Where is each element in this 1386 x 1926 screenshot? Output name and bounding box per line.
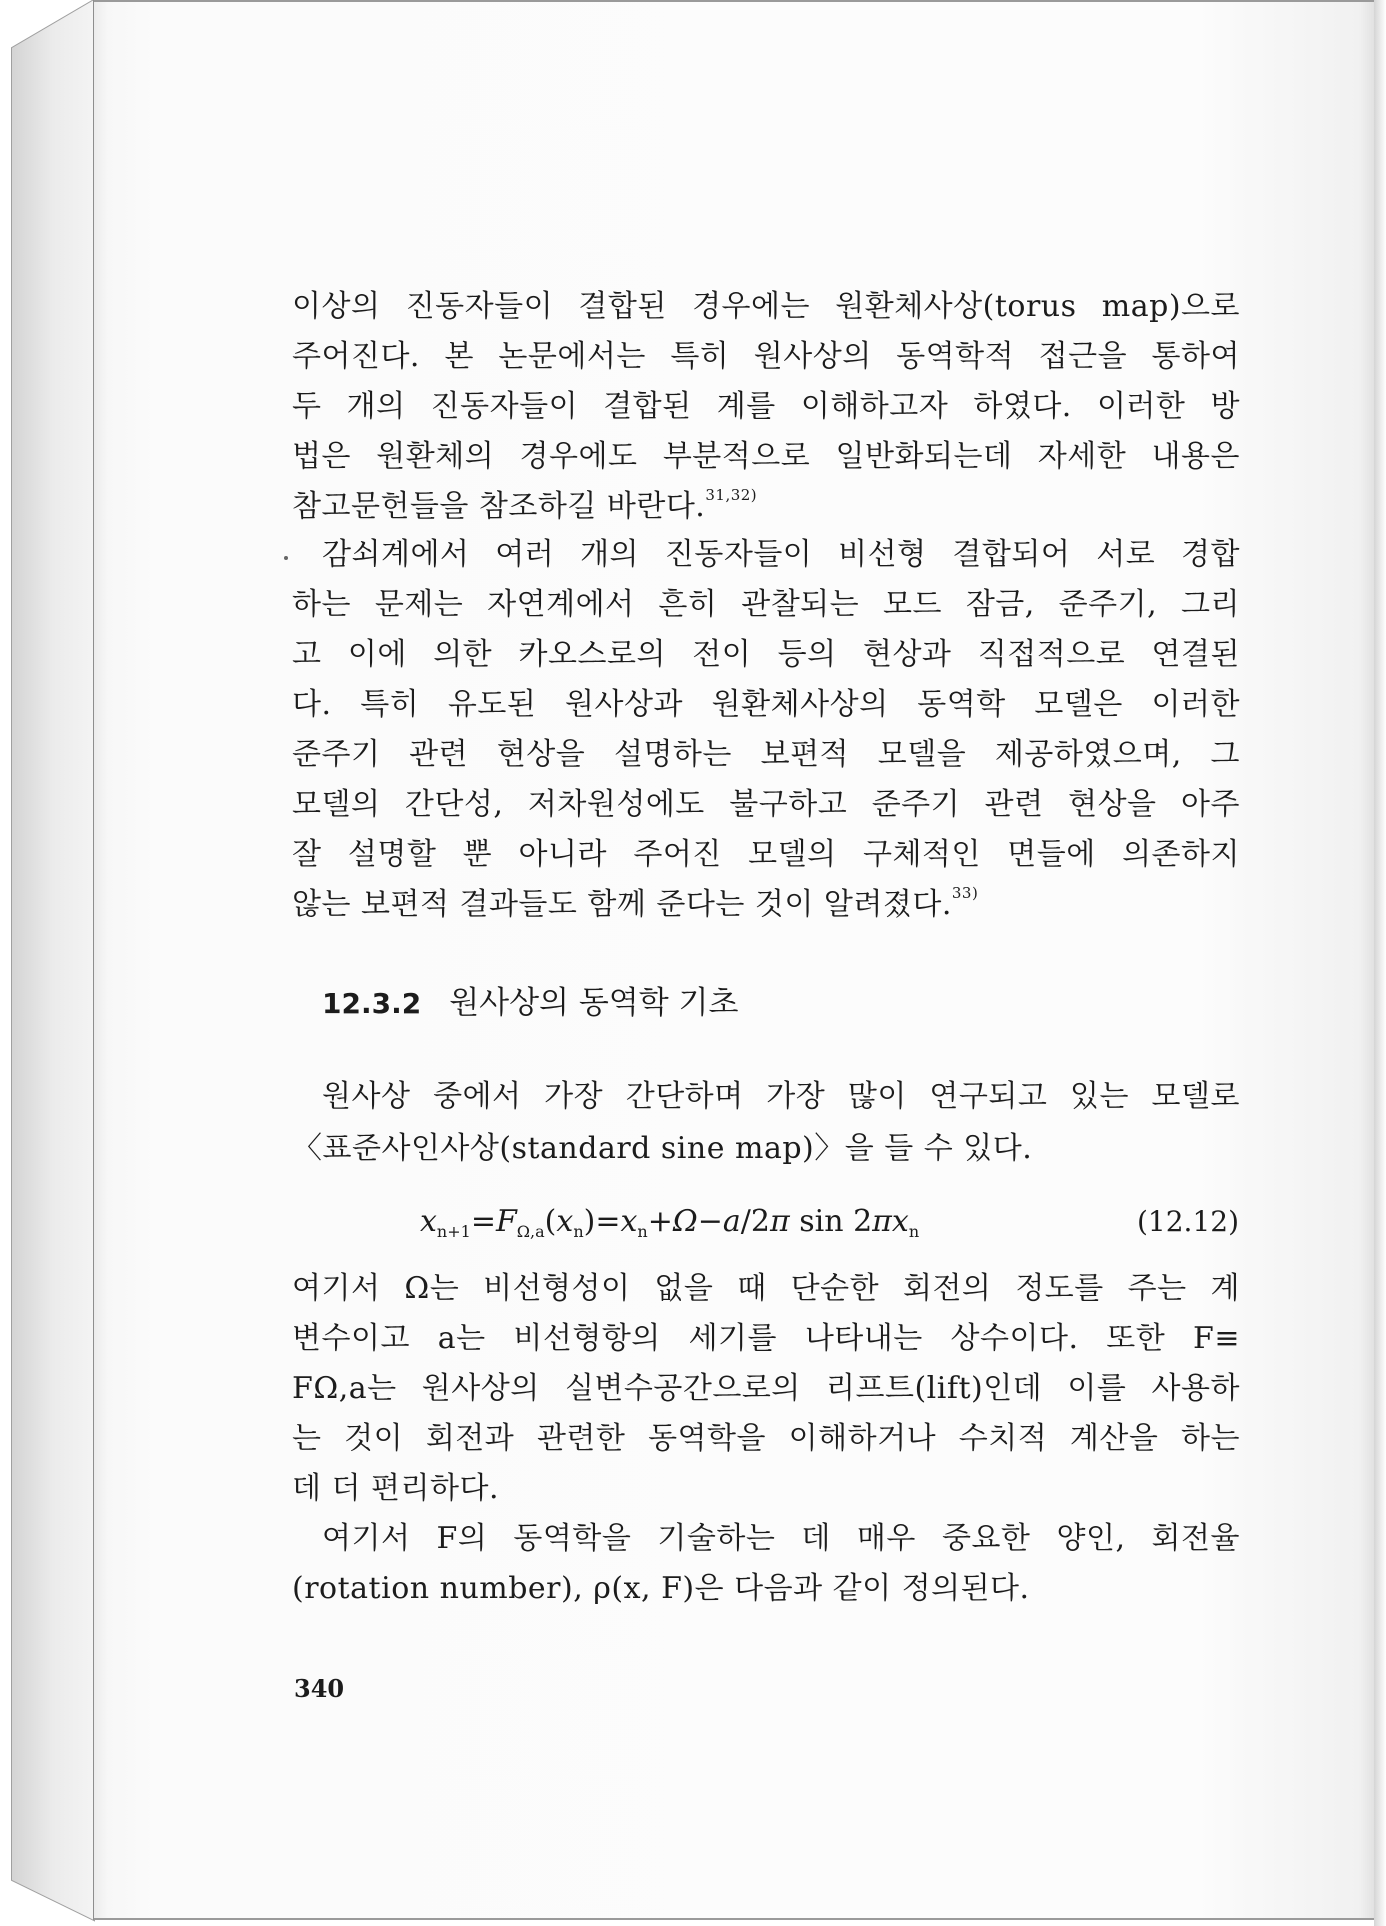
eq-func: F [495, 1204, 517, 1239]
equation-number: (12.12) [1137, 1205, 1240, 1238]
paragraph2-line-8-text: 않는 보편적 결과들도 함께 준다는 것이 알려졌다. [292, 887, 952, 922]
paragraph1-line-4: 법은 원환체의 경우에도 부분적으로 일반화되는데 자세한 내용은 [292, 439, 1240, 474]
equation-12-12 [420, 1197, 919, 1247]
section-heading [322, 978, 738, 1028]
eq-pi: π [769, 1204, 790, 1239]
eq-last-sub: n [908, 1222, 920, 1241]
paragraph2-line-5: 준주기 관련 현상을 설명하는 보편적 모델을 제공하였으며, 그 [292, 737, 1240, 772]
eq-arg-close: ) [583, 1204, 596, 1239]
eq-rhs-sub: n [637, 1222, 648, 1241]
eq-sin: sin 2 [789, 1204, 873, 1239]
eq-pi-2: π [872, 1204, 892, 1239]
eq-minus: − [697, 1204, 723, 1239]
paragraph2-line-3: 고 이에 의한 카오스로의 전이 등의 현상과 직접적으로 연결된 [292, 637, 1240, 672]
paragraph1-line-5-text: 참고문헌들을 참조하길 바란다. [292, 489, 706, 524]
section-number: 12.3.2 [322, 987, 422, 1020]
paragraph4-line-5: 데 더 편리하다. [292, 1471, 499, 1506]
paragraph5-line-1: 여기서 F의 동역학을 기술하는 데 매우 중요한 양인, 회전율 [322, 1521, 1240, 1556]
eq-over: /2 [740, 1204, 770, 1239]
page-number: 340 [294, 1674, 345, 1703]
eq-arg-open: ( [544, 1204, 557, 1239]
eq-arg-var: x [556, 1204, 574, 1239]
paragraph2-line-4: 다. 특히 유도된 원사상과 원환체사상의 동역학 모델은 이러한 [292, 687, 1240, 722]
eq-rhs-var: x [620, 1204, 638, 1239]
paragraph3-line-1: 원사상 중에서 가장 간단하며 가장 많이 연구되고 있는 모델로 [322, 1079, 1240, 1114]
citation-33: 33) [951, 884, 979, 902]
eq-lhs-sub: n+1 [436, 1222, 471, 1241]
page-edge-shadow [1374, 0, 1386, 1926]
paragraph2-line-7: 잘 설명할 뿐 아니라 주어진 모델의 구체적인 면들에 의존하지 [292, 837, 1240, 872]
paragraph3-line-2: 〈표준사인사상(standard sine map)〉을 들 수 있다. [292, 1131, 1033, 1166]
section-title: 원사상의 동역학 기초 [449, 985, 739, 1021]
eq-func-sub: Ω,a [516, 1222, 545, 1241]
eq-plus: + [647, 1204, 673, 1239]
eq-lhs-var: x [420, 1204, 437, 1239]
paragraph4-line-4: 는 것이 회전과 관련한 동역학을 이해하거나 수치적 계산을 하는 [292, 1421, 1240, 1456]
paragraph1-line-1: 이상의 진동자들이 결합된 경우에는 원환체사상(torus map)으로 [292, 289, 1240, 324]
paragraph1-line-2: 주어진다. 본 논문에서는 특히 원사상의 동역학적 접근을 통하여 [292, 339, 1240, 374]
paragraph5-line-2: (rotation number), ρ(x, F)은 다음과 같이 정의된다. [292, 1571, 1030, 1606]
eq-equals-2: = [595, 1204, 621, 1239]
stray-mark [284, 556, 288, 560]
eq-last-var: x [891, 1204, 909, 1239]
paragraph4-line-3: FΩ,a는 원사상의 실변수공간으로의 리프트(lift)인데 이를 사용하 [292, 1371, 1240, 1406]
paragraph1-line-5 [292, 482, 757, 532]
eq-equals-1: = [470, 1204, 496, 1239]
paragraph2-line-1: 감쇠계에서 여러 개의 진동자들이 비선형 결합되어 서로 경합 [322, 537, 1240, 572]
paragraph2-line-6: 모델의 간단성, 저차원성에도 불구하고 준주기 관련 현상을 아주 [292, 787, 1240, 822]
eq-a: a [722, 1204, 741, 1239]
paragraph1-line-3: 두 개의 진동자들이 결합된 계를 이해하고자 하였다. 이러한 방 [292, 389, 1240, 424]
citation-31-32: 31,32) [705, 486, 758, 504]
paragraph2-line-8 [292, 880, 978, 930]
paragraph4-line-2: 변수이고 a는 비선형항의 세기를 나타내는 상수이다. 또한 F≡ [292, 1321, 1240, 1356]
paragraph4-line-1: 여기서 Ω는 비선형성이 없을 때 단순한 회전의 정도를 주는 계 [292, 1271, 1240, 1306]
paragraph2-line-2: 하는 문제는 자연계에서 흔히 관찰되는 모드 잠금, 준주기, 그리 [292, 587, 1240, 622]
eq-omega: Ω [672, 1204, 698, 1239]
eq-arg-sub: n [573, 1222, 584, 1241]
